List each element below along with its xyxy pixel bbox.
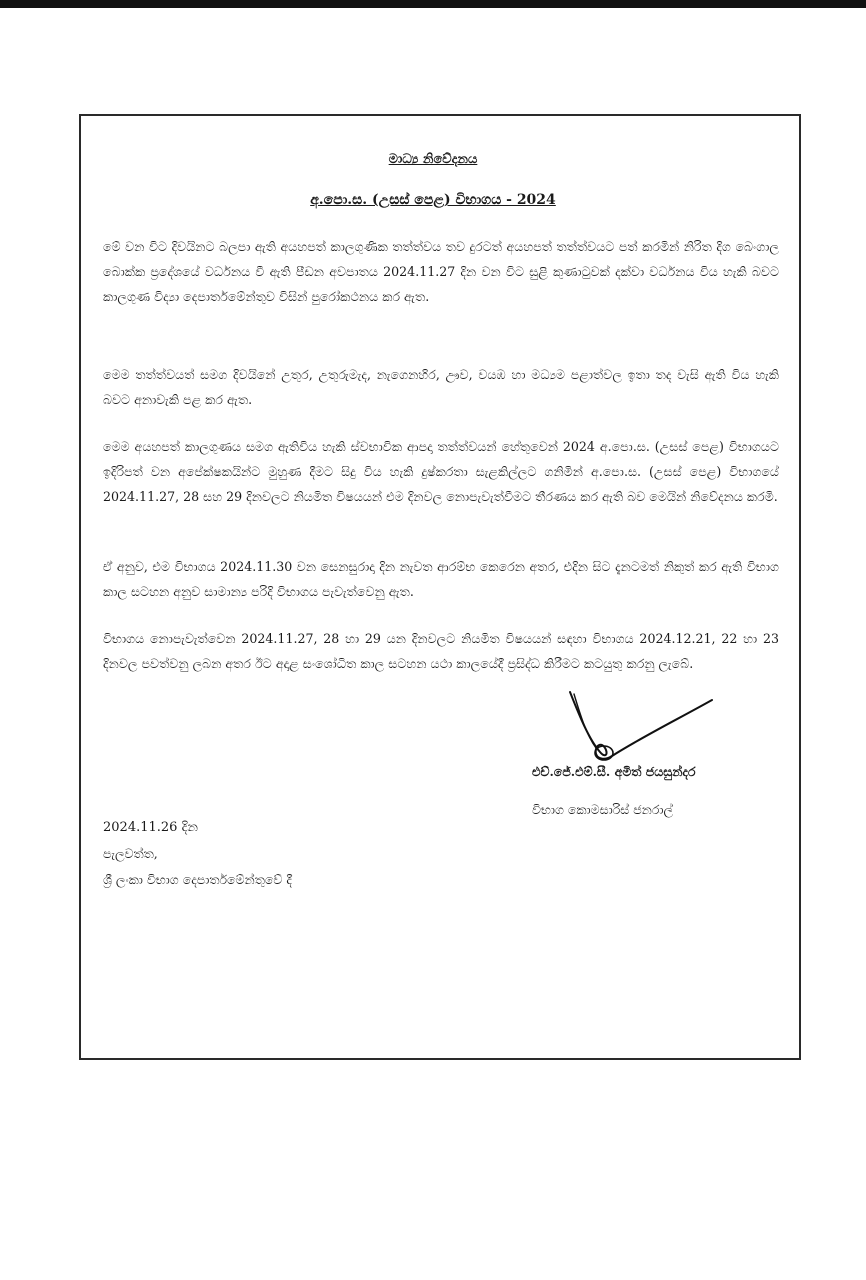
document-heading: මාධ්‍ය නිවේදනය [388,152,478,167]
top-edge-bar [0,0,866,8]
paragraph-3: මෙම අයහපත් කාලගුණය සමග ඇතිවිය හැකි ස්වභාවික ආපදා තත්ත්වයන් හේතුවෙන් 2024 අ.පො.ස. (උසස් පෙළ) විභාගයට ඉදිරිපත් වන අපේක්ෂකයින්ට මුහුණ දීමට සිදු විය හැකි දුෂ්කරතා සැළකිල්ලට ගනිමින් අ.පො.ස. (උසස් පෙළ) විභාගයේ 2024.11.27, 28 සහ 29 දිනවලට නියමිත විෂයයන් එම දිනවල නොපැවැත්වීමට තීරණය කර ඇති බව මෙයින් නිවේදනය කරමි. [103,439,779,504]
date-line: 2024.11.26 දින [103,820,198,835]
signer-title: විභාග කොමසාරිස් ජනරාල් [532,802,674,817]
paragraph-2: මෙම තත්ත්වයත් සමග දිවයිනේ උතුර, උතුරුමැද, නැගෙනහිර, ඌව, වයඹ හා මධ්‍යම පළාත්වල ඉතා තද වැසි ඇති විය හැකි බවට අනාවැකි පළ කර ඇත. [103,367,779,407]
paragraph-5: විභාගය නොපැවැත්වෙන 2024.11.27, 28 හා 29 යන දිනවලට නියමිත විෂයයන් සඳහා විභාගය 2024.12.21, 22 හා 23 දිනවල පවත්වනු ලබන අතර ඊට අදාළ සංශෝධිත කාල සටහන යථා කාලයේදී ප්‍රසිද්ධ කිරීමට කටයුතු කරනු ලැබේ. [103,631,779,671]
handwritten-signature [560,690,720,770]
paragraph-4: ඒ අනුව, එම විභාගය 2024.11.30 වන සෙනසුරාදා දින නැවත ආරම්භ කෙරෙන අතර, එදින සිට දැනටමත් නිකුත් කර ඇති විභාග කාල සටහන අනුව සාමාන්‍ය පරිදි විභාගය පැවැත්වෙනු ඇත. [103,559,779,599]
document-subheading: අ.පො.ස. (උසස් පෙළ) විභාගය - 2024 [310,192,556,208]
office-line: ශ්‍රී ලංකා විභාග දෙපාර්තමේන්තුවේ දී [103,872,292,887]
place-line: පැලවත්ත, [103,846,158,861]
signer-name: එච්.ජේ.එම්.සී. අමිත් ජයසුන්දර [532,764,696,779]
paragraph-1: මේ වන විට දිවයිනට බලපා ඇති අයහපත් කාලගුණික තත්ත්වය තව දුරටත් අයහපත් තත්ත්වයට පත් කරමින් නිරිත දිග බෙංගාල බොක්ක ප්‍රදේශයේ වර්ධනය වී ඇති පීඩන අවපාතය 2024.11.27 දින වන විට සුළි කුණාටුවක් දක්වා වර්ධනය විය හැකි බවට කාලගුණ විද්‍යා දෙපාර්තමේන්තුව විසින් පුරෝකථනය කර ඇත. [103,239,779,304]
